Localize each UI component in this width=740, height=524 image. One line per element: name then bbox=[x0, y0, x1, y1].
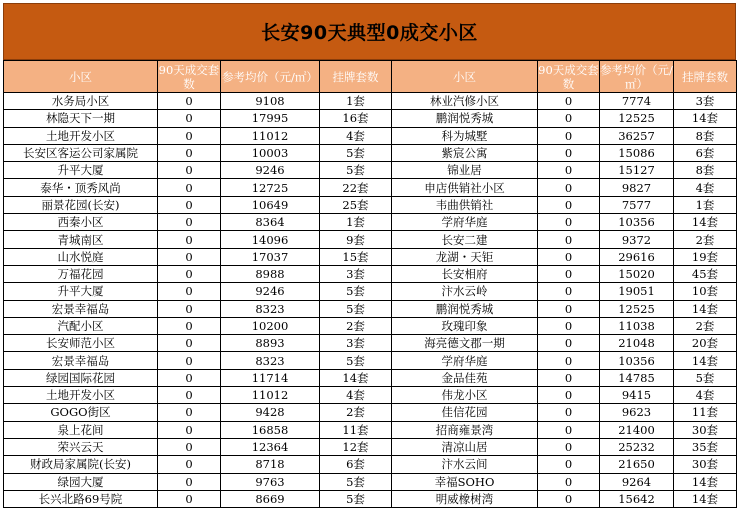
cell-community: 玫瑰印象 bbox=[392, 317, 538, 334]
cell-deals-90d: 0 bbox=[538, 144, 600, 161]
cell-deals-90d: 0 bbox=[538, 300, 600, 317]
cell-community: 林业汽修小区 bbox=[392, 93, 538, 110]
table-row bbox=[4, 352, 737, 369]
cell-community: 汽配小区 bbox=[4, 317, 158, 334]
cell-avg-price: 21048 bbox=[600, 335, 674, 352]
cell-listings: 4套 bbox=[320, 387, 392, 404]
cell-avg-price: 9827 bbox=[600, 179, 674, 196]
cell-listings: 1套 bbox=[320, 93, 392, 110]
table-row bbox=[4, 283, 737, 300]
cell-avg-price: 15127 bbox=[600, 162, 674, 179]
cell-avg-price: 11714 bbox=[221, 369, 320, 386]
cell-avg-price: 9415 bbox=[600, 387, 674, 404]
cell-community: 泰华・顶秀风尚 bbox=[4, 179, 158, 196]
cell-deals-90d: 0 bbox=[158, 144, 221, 161]
header-deals-90d: 90天成交套数 bbox=[538, 62, 599, 91]
cell-deals-90d: 0 bbox=[538, 473, 600, 490]
cell-avg-price: 14785 bbox=[600, 369, 674, 386]
table-row bbox=[4, 144, 737, 161]
cell-community: 韦曲供销社 bbox=[392, 196, 538, 213]
cell-listings: 14套 bbox=[674, 473, 737, 490]
cell-community: 长安二建 bbox=[392, 231, 538, 248]
cell-listings: 6套 bbox=[674, 144, 737, 161]
cell-listings: 12套 bbox=[320, 438, 392, 455]
header-listings: 挂牌套数 bbox=[320, 61, 392, 93]
cell-listings: 8套 bbox=[674, 127, 737, 144]
cell-deals-90d: 0 bbox=[538, 231, 600, 248]
cell-listings: 8套 bbox=[674, 162, 737, 179]
cell-listings: 10套 bbox=[674, 283, 737, 300]
cell-deals-90d: 0 bbox=[538, 283, 600, 300]
cell-community: 林隐天下一期 bbox=[4, 110, 158, 127]
cell-community: 绿园国际花园 bbox=[4, 369, 158, 386]
cell-avg-price: 10003 bbox=[221, 144, 320, 161]
cell-deals-90d: 0 bbox=[538, 127, 600, 144]
cell-avg-price: 25232 bbox=[600, 438, 674, 455]
cell-deals-90d: 0 bbox=[158, 490, 221, 507]
cell-avg-price: 9108 bbox=[221, 93, 320, 110]
cell-listings: 2套 bbox=[674, 317, 737, 334]
cell-community: 海亮德文郡一期 bbox=[392, 335, 538, 352]
cell-deals-90d: 0 bbox=[158, 456, 221, 473]
cell-community: 伟龙小区 bbox=[392, 387, 538, 404]
cell-community: 绿园大厦 bbox=[4, 473, 158, 490]
cell-listings: 1套 bbox=[320, 214, 392, 231]
cell-deals-90d: 0 bbox=[538, 196, 600, 213]
cell-listings: 6套 bbox=[320, 456, 392, 473]
table-row bbox=[4, 317, 737, 334]
cell-avg-price: 29616 bbox=[600, 248, 674, 265]
cell-listings: 1套 bbox=[674, 196, 737, 213]
header-row bbox=[4, 61, 737, 93]
cell-avg-price: 15086 bbox=[600, 144, 674, 161]
cell-community: 土地开发小区 bbox=[4, 387, 158, 404]
cell-listings: 35套 bbox=[674, 438, 737, 455]
cell-deals-90d: 0 bbox=[538, 387, 600, 404]
cell-community: 龙湖・天钜 bbox=[392, 248, 538, 265]
header-community: 小区 bbox=[392, 61, 538, 93]
cell-community: 长安师范小区 bbox=[4, 335, 158, 352]
cell-deals-90d: 0 bbox=[158, 421, 221, 438]
cell-avg-price: 8718 bbox=[221, 456, 320, 473]
table-row bbox=[4, 110, 737, 127]
cell-community: 清凉山居 bbox=[392, 438, 538, 455]
cell-community: 青城南区 bbox=[4, 231, 158, 248]
cell-listings: 15套 bbox=[320, 248, 392, 265]
table-row bbox=[4, 248, 737, 265]
cell-deals-90d: 0 bbox=[538, 110, 600, 127]
table-row bbox=[4, 231, 737, 248]
cell-listings: 4套 bbox=[320, 127, 392, 144]
cell-deals-90d: 0 bbox=[538, 438, 600, 455]
cell-community: 升平大厦 bbox=[4, 283, 158, 300]
cell-community: 申店供销社小区 bbox=[392, 179, 538, 196]
cell-deals-90d: 0 bbox=[158, 127, 221, 144]
cell-deals-90d: 0 bbox=[538, 317, 600, 334]
cell-deals-90d: 0 bbox=[538, 352, 600, 369]
cell-avg-price: 7577 bbox=[600, 196, 674, 213]
cell-listings: 25套 bbox=[320, 196, 392, 213]
cell-community: 鹏润悦秀城 bbox=[392, 300, 538, 317]
cell-listings: 14套 bbox=[674, 352, 737, 369]
cell-avg-price: 12364 bbox=[221, 438, 320, 455]
cell-deals-90d: 0 bbox=[158, 317, 221, 334]
cell-community: 汴水云岭 bbox=[392, 283, 538, 300]
header-avg-price: 参考均价（元/㎡） bbox=[221, 61, 320, 93]
cell-listings: 30套 bbox=[674, 421, 737, 438]
cell-deals-90d: 0 bbox=[538, 265, 600, 282]
cell-avg-price: 9372 bbox=[600, 231, 674, 248]
cell-community: 丽景花园(长安) bbox=[4, 196, 158, 213]
cell-deals-90d: 0 bbox=[158, 335, 221, 352]
cell-avg-price: 8669 bbox=[221, 490, 320, 507]
cell-deals-90d: 0 bbox=[538, 162, 600, 179]
cell-avg-price: 12525 bbox=[600, 110, 674, 127]
cell-community: 明威橡树湾 bbox=[392, 490, 538, 507]
cell-listings: 11套 bbox=[320, 421, 392, 438]
cell-deals-90d: 0 bbox=[158, 369, 221, 386]
cell-listings: 16套 bbox=[320, 110, 392, 127]
cell-deals-90d: 0 bbox=[158, 283, 221, 300]
cell-avg-price: 12525 bbox=[600, 300, 674, 317]
cell-avg-price: 19051 bbox=[600, 283, 674, 300]
cell-community: 财政局家属院(长安) bbox=[4, 456, 158, 473]
cell-listings: 45套 bbox=[674, 265, 737, 282]
cell-listings: 14套 bbox=[320, 369, 392, 386]
cell-community: 学府华庭 bbox=[392, 352, 538, 369]
cell-listings: 3套 bbox=[320, 335, 392, 352]
cell-deals-90d: 0 bbox=[158, 352, 221, 369]
cell-listings: 5套 bbox=[320, 300, 392, 317]
cell-avg-price: 17995 bbox=[221, 110, 320, 127]
cell-community: 锦业居 bbox=[392, 162, 538, 179]
table-row bbox=[4, 162, 737, 179]
cell-community: 科为城墅 bbox=[392, 127, 538, 144]
cell-deals-90d: 0 bbox=[538, 421, 600, 438]
header-avg-price: 参考均价（元/㎡） bbox=[600, 62, 673, 91]
table-row bbox=[4, 265, 737, 282]
table-row bbox=[4, 300, 737, 317]
cell-listings: 2套 bbox=[320, 404, 392, 421]
cell-community: 招商雍景湾 bbox=[392, 421, 538, 438]
cell-listings: 5套 bbox=[320, 283, 392, 300]
cell-avg-price: 10356 bbox=[600, 352, 674, 369]
cell-avg-price: 8893 bbox=[221, 335, 320, 352]
cell-listings: 20套 bbox=[674, 335, 737, 352]
cell-listings: 2套 bbox=[320, 317, 392, 334]
table-row bbox=[4, 456, 737, 473]
cell-listings: 9套 bbox=[320, 231, 392, 248]
cell-avg-price: 10356 bbox=[600, 214, 674, 231]
cell-deals-90d: 0 bbox=[538, 369, 600, 386]
cell-avg-price: 9246 bbox=[221, 162, 320, 179]
cell-community: 鹏润悦秀城 bbox=[392, 110, 538, 127]
cell-deals-90d: 0 bbox=[158, 231, 221, 248]
cell-community: 水务局小区 bbox=[4, 93, 158, 110]
table-row bbox=[4, 421, 737, 438]
cell-community: 西秦小区 bbox=[4, 214, 158, 231]
cell-listings: 14套 bbox=[674, 490, 737, 507]
cell-listings: 14套 bbox=[674, 110, 737, 127]
table-row bbox=[4, 127, 737, 144]
cell-deals-90d: 0 bbox=[158, 110, 221, 127]
header-deals-90d: 90天成交套数 bbox=[158, 62, 220, 91]
cell-deals-90d: 0 bbox=[538, 214, 600, 231]
cell-avg-price: 16858 bbox=[221, 421, 320, 438]
cell-avg-price: 10200 bbox=[221, 317, 320, 334]
cell-community: 幸福SOHO bbox=[392, 473, 538, 490]
cell-deals-90d: 0 bbox=[158, 162, 221, 179]
cell-listings: 19套 bbox=[674, 248, 737, 265]
cell-deals-90d: 0 bbox=[158, 404, 221, 421]
table-row bbox=[4, 438, 737, 455]
table-row bbox=[4, 404, 737, 421]
data-table bbox=[3, 60, 737, 508]
cell-deals-90d: 0 bbox=[538, 93, 600, 110]
cell-avg-price: 8988 bbox=[221, 265, 320, 282]
cell-avg-price: 36257 bbox=[600, 127, 674, 144]
cell-deals-90d: 0 bbox=[538, 248, 600, 265]
cell-avg-price: 21650 bbox=[600, 456, 674, 473]
cell-community: 泉上花间 bbox=[4, 421, 158, 438]
cell-community: 万福花园 bbox=[4, 265, 158, 282]
cell-community: GOGO街区 bbox=[4, 404, 158, 421]
cell-avg-price: 9264 bbox=[600, 473, 674, 490]
cell-avg-price: 10649 bbox=[221, 196, 320, 213]
cell-avg-price: 15020 bbox=[600, 265, 674, 282]
cell-avg-price: 9428 bbox=[221, 404, 320, 421]
cell-avg-price: 9246 bbox=[221, 283, 320, 300]
cell-avg-price: 11012 bbox=[221, 127, 320, 144]
cell-community: 宏景幸福岛 bbox=[4, 300, 158, 317]
cell-listings: 30套 bbox=[674, 456, 737, 473]
spreadsheet bbox=[3, 3, 736, 508]
table-row bbox=[4, 473, 737, 490]
cell-listings: 3套 bbox=[674, 93, 737, 110]
table-row bbox=[4, 196, 737, 213]
cell-deals-90d: 0 bbox=[538, 179, 600, 196]
cell-community: 宏景幸福岛 bbox=[4, 352, 158, 369]
cell-deals-90d: 0 bbox=[538, 335, 600, 352]
cell-avg-price: 7774 bbox=[600, 93, 674, 110]
cell-avg-price: 8364 bbox=[221, 214, 320, 231]
cell-community: 山水悦庭 bbox=[4, 248, 158, 265]
cell-community: 学府华庭 bbox=[392, 214, 538, 231]
table-row bbox=[4, 335, 737, 352]
cell-deals-90d: 0 bbox=[538, 404, 600, 421]
cell-community: 升平大厦 bbox=[4, 162, 158, 179]
cell-avg-price: 9763 bbox=[221, 473, 320, 490]
header-community: 小区 bbox=[4, 61, 158, 93]
cell-community: 长兴北路69号院 bbox=[4, 490, 158, 507]
header-listings: 挂牌套数 bbox=[674, 61, 737, 93]
cell-listings: 3套 bbox=[320, 265, 392, 282]
cell-avg-price: 11038 bbox=[600, 317, 674, 334]
cell-avg-price: 11012 bbox=[221, 387, 320, 404]
cell-deals-90d: 0 bbox=[158, 300, 221, 317]
cell-listings: 22套 bbox=[320, 179, 392, 196]
cell-deals-90d: 0 bbox=[538, 490, 600, 507]
cell-listings: 2套 bbox=[674, 231, 737, 248]
cell-deals-90d: 0 bbox=[158, 438, 221, 455]
cell-listings: 5套 bbox=[320, 473, 392, 490]
cell-deals-90d: 0 bbox=[158, 179, 221, 196]
cell-listings: 5套 bbox=[320, 490, 392, 507]
table-row bbox=[4, 214, 737, 231]
cell-community: 土地开发小区 bbox=[4, 127, 158, 144]
cell-community: 荣兴云天 bbox=[4, 438, 158, 455]
cell-community: 长安相府 bbox=[392, 265, 538, 282]
cell-listings: 4套 bbox=[674, 387, 737, 404]
cell-listings: 14套 bbox=[674, 214, 737, 231]
cell-avg-price: 15642 bbox=[600, 490, 674, 507]
cell-listings: 5套 bbox=[320, 352, 392, 369]
cell-avg-price: 14096 bbox=[221, 231, 320, 248]
cell-deals-90d: 0 bbox=[158, 387, 221, 404]
cell-community: 金品佳苑 bbox=[392, 369, 538, 386]
table-row bbox=[4, 490, 737, 507]
cell-listings: 5套 bbox=[674, 369, 737, 386]
table-row bbox=[4, 93, 737, 110]
cell-listings: 11套 bbox=[674, 404, 737, 421]
cell-avg-price: 12725 bbox=[221, 179, 320, 196]
table-row bbox=[4, 179, 737, 196]
cell-deals-90d: 0 bbox=[158, 473, 221, 490]
table-row bbox=[4, 369, 737, 386]
cell-deals-90d: 0 bbox=[158, 265, 221, 282]
cell-listings: 5套 bbox=[320, 144, 392, 161]
cell-listings: 5套 bbox=[320, 162, 392, 179]
cell-deals-90d: 0 bbox=[158, 196, 221, 213]
cell-avg-price: 17037 bbox=[221, 248, 320, 265]
cell-community: 汴水云间 bbox=[392, 456, 538, 473]
table-row bbox=[4, 387, 737, 404]
cell-deals-90d: 0 bbox=[158, 214, 221, 231]
cell-deals-90d: 0 bbox=[158, 248, 221, 265]
cell-listings: 14套 bbox=[674, 300, 737, 317]
cell-community: 佳信花园 bbox=[392, 404, 538, 421]
page-title: 长安90天典型0成交小区 bbox=[3, 3, 736, 60]
cell-deals-90d: 0 bbox=[538, 456, 600, 473]
cell-community: 长安区客运公司家属院 bbox=[4, 144, 158, 161]
cell-listings: 4套 bbox=[674, 179, 737, 196]
cell-deals-90d: 0 bbox=[158, 93, 221, 110]
cell-avg-price: 8323 bbox=[221, 352, 320, 369]
cell-avg-price: 9623 bbox=[600, 404, 674, 421]
cell-avg-price: 8323 bbox=[221, 300, 320, 317]
cell-community: 紫宸公寓 bbox=[392, 144, 538, 161]
cell-avg-price: 21400 bbox=[600, 421, 674, 438]
